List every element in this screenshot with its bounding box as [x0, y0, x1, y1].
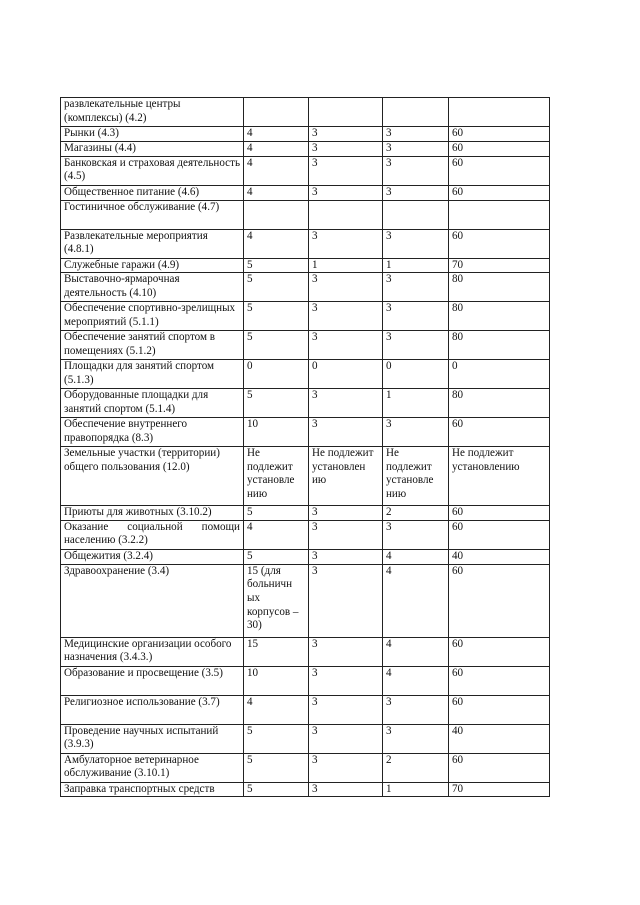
- max-floors-cell: 1: [309, 258, 383, 273]
- max-coverage-cell: Не подлежит установлению: [449, 447, 550, 506]
- max-coverage-cell: 60: [449, 753, 550, 782]
- max-coverage-cell: 60: [449, 637, 550, 666]
- max-height-cell: [383, 98, 449, 127]
- use-type-cell: Общественное питание (4.6): [61, 185, 244, 200]
- max-floors-cell: 3: [309, 185, 383, 200]
- min-setback-cell: 10: [244, 666, 309, 695]
- max-coverage-cell: 80: [449, 302, 550, 331]
- max-coverage-cell: 60: [449, 666, 550, 695]
- min-setback-cell: 4: [244, 695, 309, 724]
- max-coverage-cell: 80: [449, 331, 550, 360]
- min-setback-cell: 5: [244, 753, 309, 782]
- table-row: [61, 229, 550, 258]
- min-setback-cell: 5: [244, 273, 309, 302]
- max-coverage-cell: 0: [449, 360, 550, 389]
- min-setback-cell: 0: [244, 360, 309, 389]
- use-type-cell: Амбулаторное ветеринарное обслуживание (3.10.1): [61, 753, 244, 782]
- min-setback-cell: 5: [244, 302, 309, 331]
- max-floors-cell: 3: [309, 753, 383, 782]
- use-type-cell: Религиозное использование (3.7): [61, 695, 244, 724]
- max-height-cell: 3: [383, 418, 449, 447]
- max-floors-cell: 3: [309, 520, 383, 549]
- use-type-cell: Обеспечение спортивно-зрелищных мероприятий (5.1.1): [61, 302, 244, 331]
- max-height-cell: 2: [383, 753, 449, 782]
- min-setback-cell: 5: [244, 331, 309, 360]
- max-height-cell: Не подлежит установле нию: [383, 447, 449, 506]
- min-setback-cell: 4: [244, 127, 309, 142]
- max-height-cell: 1: [383, 782, 449, 797]
- use-type-cell: Образование и просвещение (3.5): [61, 666, 244, 695]
- min-setback-cell: 4: [244, 156, 309, 185]
- max-coverage-cell: 40: [449, 549, 550, 564]
- max-coverage-cell: 60: [449, 229, 550, 258]
- min-setback-cell: [244, 200, 309, 229]
- max-floors-cell: 3: [309, 127, 383, 142]
- use-type-cell: Развлекательные мероприятия (4.8.1): [61, 229, 244, 258]
- max-floors-cell: 3: [309, 418, 383, 447]
- max-coverage-cell: 60: [449, 127, 550, 142]
- use-type-cell: Обеспечение внутреннего правопорядка (8.3): [61, 418, 244, 447]
- table-row: [61, 127, 550, 142]
- use-type-cell: развлекательные центры (комплексы) (4.2): [61, 98, 244, 127]
- table-row: [61, 302, 550, 331]
- max-coverage-cell: 60: [449, 156, 550, 185]
- max-height-cell: 2: [383, 506, 449, 521]
- max-height-cell: 1: [383, 389, 449, 418]
- use-type-cell: Проведение научных испытаний (3.9.3): [61, 724, 244, 753]
- use-type-cell: Общежития (3.2.4): [61, 549, 244, 564]
- min-setback-cell: 10: [244, 418, 309, 447]
- table-row: [61, 506, 550, 521]
- table-row: [61, 637, 550, 666]
- max-floors-cell: 3: [309, 564, 383, 637]
- land-use-parameters-table: [60, 97, 550, 797]
- max-coverage-cell: 80: [449, 273, 550, 302]
- min-setback-cell: 5: [244, 506, 309, 521]
- min-setback-cell: 4: [244, 141, 309, 156]
- min-setback-cell: 4: [244, 229, 309, 258]
- max-coverage-cell: [449, 200, 550, 229]
- min-setback-cell: 5: [244, 724, 309, 753]
- max-coverage-cell: [449, 98, 550, 127]
- max-height-cell: 3: [383, 127, 449, 142]
- table-row: [61, 782, 550, 797]
- max-coverage-cell: 70: [449, 782, 550, 797]
- table-row: [61, 185, 550, 200]
- use-type-cell: Здравоохранение (3.4): [61, 564, 244, 637]
- use-type-cell: Магазины (4.4): [61, 141, 244, 156]
- table-row: [61, 156, 550, 185]
- table-row: [61, 549, 550, 564]
- use-type-cell: Рынки (4.3): [61, 127, 244, 142]
- use-type-cell: Оборудованные площадки для занятий спортом (5.1.4): [61, 389, 244, 418]
- table-row: [61, 666, 550, 695]
- min-setback-cell: [244, 98, 309, 127]
- max-floors-cell: 0: [309, 360, 383, 389]
- max-height-cell: 4: [383, 549, 449, 564]
- max-height-cell: 3: [383, 229, 449, 258]
- table-row: [61, 753, 550, 782]
- max-height-cell: 4: [383, 666, 449, 695]
- max-coverage-cell: 60: [449, 185, 550, 200]
- max-height-cell: 3: [383, 520, 449, 549]
- table-row: [61, 200, 550, 229]
- max-height-cell: 3: [383, 156, 449, 185]
- table-row: [61, 98, 550, 127]
- table-row: [61, 695, 550, 724]
- max-floors-cell: 3: [309, 782, 383, 797]
- use-type-cell: Гостиничное обслуживание (4.7): [61, 200, 244, 229]
- table-row: [61, 258, 550, 273]
- max-coverage-cell: 70: [449, 258, 550, 273]
- max-height-cell: 3: [383, 695, 449, 724]
- table-row: [61, 273, 550, 302]
- use-type-cell: Банковская и страховая деятельность (4.5): [61, 156, 244, 185]
- max-height-cell: 3: [383, 302, 449, 331]
- use-type-cell: Земельные участки (территории) общего пользования (12.0): [61, 447, 244, 506]
- use-type-cell: Приюты для животных (3.10.2): [61, 506, 244, 521]
- max-floors-cell: 3: [309, 666, 383, 695]
- max-floors-cell: 3: [309, 302, 383, 331]
- min-setback-cell: 15 (для больничн ых корпусов – 30): [244, 564, 309, 637]
- min-setback-cell: 4: [244, 520, 309, 549]
- max-coverage-cell: 60: [449, 141, 550, 156]
- max-height-cell: 3: [383, 273, 449, 302]
- max-floors-cell: 3: [309, 389, 383, 418]
- max-floors-cell: 3: [309, 549, 383, 564]
- use-type-cell: Оказание социальной помощи населению (3.2.2): [61, 520, 244, 549]
- max-floors-cell: [309, 98, 383, 127]
- max-floors-cell: 3: [309, 229, 383, 258]
- table-row: [61, 724, 550, 753]
- max-height-cell: 3: [383, 724, 449, 753]
- table-body: [61, 98, 550, 797]
- min-setback-cell: 5: [244, 258, 309, 273]
- use-type-cell: Выставочно-ярмарочная деятельность (4.10): [61, 273, 244, 302]
- max-floors-cell: 3: [309, 724, 383, 753]
- use-type-cell: Служебные гаражи (4.9): [61, 258, 244, 273]
- min-setback-cell: 5: [244, 389, 309, 418]
- table-row: [61, 141, 550, 156]
- table-row: [61, 331, 550, 360]
- max-floors-cell: 3: [309, 156, 383, 185]
- max-height-cell: [383, 200, 449, 229]
- max-floors-cell: [309, 200, 383, 229]
- max-coverage-cell: 60: [449, 506, 550, 521]
- table-row: [61, 389, 550, 418]
- max-height-cell: 1: [383, 258, 449, 273]
- max-coverage-cell: 60: [449, 418, 550, 447]
- table-row: [61, 520, 550, 549]
- max-height-cell: 0: [383, 360, 449, 389]
- max-height-cell: 3: [383, 185, 449, 200]
- use-type-cell: Медицинские организации особого назначения (3.4.3.): [61, 637, 244, 666]
- max-coverage-cell: 60: [449, 564, 550, 637]
- max-height-cell: 3: [383, 331, 449, 360]
- max-coverage-cell: 80: [449, 389, 550, 418]
- max-floors-cell: 3: [309, 637, 383, 666]
- max-coverage-cell: 60: [449, 520, 550, 549]
- min-setback-cell: Не подлежит установле нию: [244, 447, 309, 506]
- table-row: [61, 447, 550, 506]
- max-floors-cell: 3: [309, 695, 383, 724]
- min-setback-cell: 5: [244, 549, 309, 564]
- max-coverage-cell: 40: [449, 724, 550, 753]
- use-type-cell: Заправка транспортных средств: [61, 782, 244, 797]
- max-floors-cell: 3: [309, 506, 383, 521]
- table-row: [61, 418, 550, 447]
- max-floors-cell: Не подлежит установлен ию: [309, 447, 383, 506]
- max-floors-cell: 3: [309, 331, 383, 360]
- table-row: [61, 564, 550, 637]
- min-setback-cell: 5: [244, 782, 309, 797]
- max-coverage-cell: 60: [449, 695, 550, 724]
- max-floors-cell: 3: [309, 141, 383, 156]
- max-height-cell: 4: [383, 637, 449, 666]
- min-setback-cell: 4: [244, 185, 309, 200]
- max-height-cell: 3: [383, 141, 449, 156]
- min-setback-cell: 15: [244, 637, 309, 666]
- max-height-cell: 4: [383, 564, 449, 637]
- use-type-cell: Обеспечение занятий спортом в помещениях (5.1.2): [61, 331, 244, 360]
- use-type-cell: Площадки для занятий спортом (5.1.3): [61, 360, 244, 389]
- table-row: [61, 360, 550, 389]
- max-floors-cell: 3: [309, 273, 383, 302]
